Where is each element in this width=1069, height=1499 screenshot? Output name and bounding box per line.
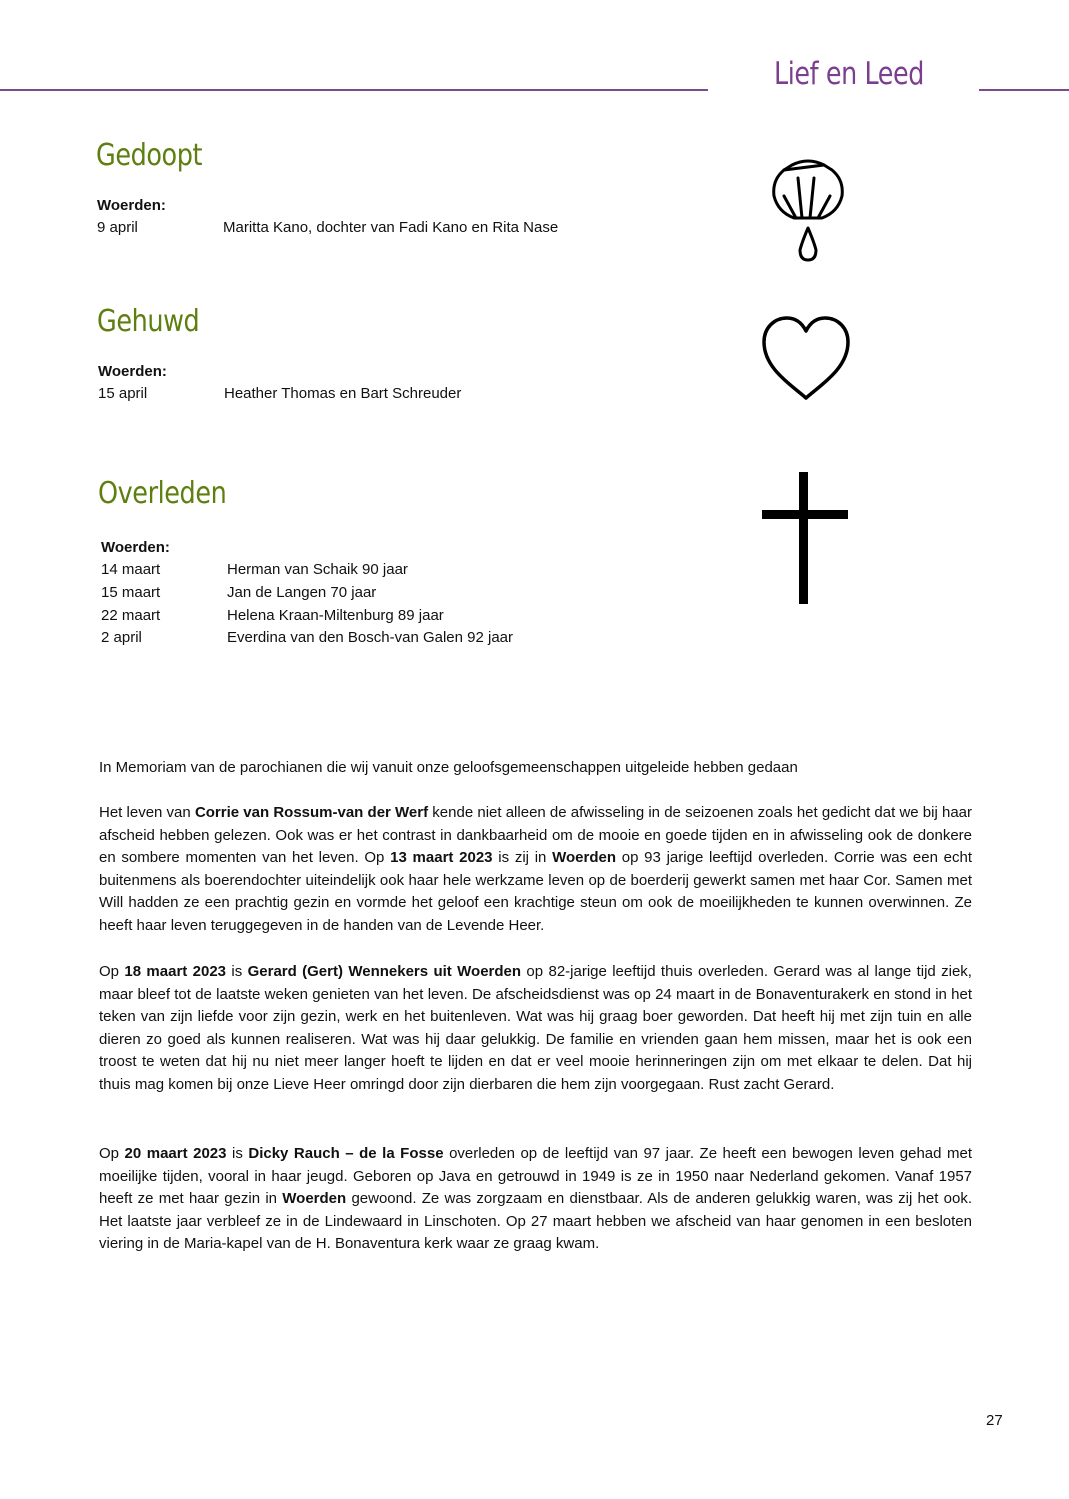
entry-date: 14 maart — [101, 561, 161, 578]
entry-text: Everdina van den Bosch-van Galen 92 jaar — [227, 629, 514, 646]
section-title-overleden: Overleden — [98, 476, 227, 511]
entry-date: 2 april — [101, 629, 142, 646]
memoriam-place: Woerden — [282, 1190, 347, 1208]
entry-text: Jan de Langen 70 jaar — [227, 584, 377, 601]
page-number: 27 — [986, 1412, 1003, 1429]
memoriam-date: 13 maart 2023 — [390, 849, 493, 867]
entry-date: 15 maart — [101, 584, 161, 601]
memoriam-date: 18 maart 2023 — [124, 963, 227, 980]
overleden-place: Woerden: — [101, 539, 170, 556]
memoriam-date: 20 maart 2023 — [124, 1145, 227, 1162]
header-rule-right — [979, 89, 1069, 91]
entry-text: Heather Thomas en Bart Schreuder — [224, 385, 462, 402]
gehuwd-place: Woerden: — [98, 363, 167, 380]
entry-text: Maritta Kano, dochter van Fadi Kano en Rita Nase — [223, 219, 559, 236]
header-title: Lief en Leed — [774, 56, 924, 92]
section-title-gedoopt: Gedoopt — [96, 138, 203, 173]
memoriam-paragraph-1: Het leven van Corrie van Rossum-van der Werf kende niet alleen de afwisseling in de seizoenen zoals het gedicht dat we bij haar afscheid hebben gelezen. Ook was er het contrast in dankbaarheid om de mooie en goede tijden en in afwisseling ook de donkere en sombere momenten van het leven. Op 13 maart 2023 is zij in Woerden op 93 jarige leeftijd overleden. Corrie was een echt buitenmens als boerendochter uiteindelijk ook haar hele werkzame leven op de boerderij gewerkt samen met haar Cor. Samen met Will hadden ze een prachtig gezin en vormde het geloof een krachtige steun om ook de moeilijkheden te kunnen overwinnen. Ze heeft haar leven teruggegeven in de handen van de Levende Heer. — [99, 804, 973, 934]
entry-text: Helena Kraan-Miltenburg 89 jaar — [227, 607, 444, 624]
entry-date: 22 maart — [101, 607, 161, 624]
memoriam-place: Woerden — [552, 849, 617, 867]
header-rule-left — [0, 89, 708, 91]
memoriam-name: Corrie van Rossum-van der Werf — [194, 804, 429, 821]
gedoopt-place: Woerden: — [97, 197, 166, 214]
entry-text: Herman van Schaik 90 jaar — [227, 561, 408, 578]
heart-icon — [760, 314, 852, 404]
memoriam-name: Gerard (Gert) Wennekers uit Woerden — [247, 963, 522, 980]
memoriam-intro: In Memoriam van de parochianen die wij vanuit onze geloofsgemeenschappen uitgeleide hebben gedaan — [99, 759, 798, 776]
entry-date: 9 april — [97, 219, 138, 236]
entry-date: 15 april — [98, 385, 148, 402]
shell-drop-icon — [766, 156, 850, 266]
memoriam-paragraph-2: Op 18 maart 2023 is Gerard (Gert) Wennekers uit Woerden op 82-jarige leeftijd thuis overleden. Gerard was al lange tijd ziek, maar bleef tot de laatste weken genieten van het leven. De afscheidsdienst was op 24 maart in de Bonaventurakerk en stond in het teken van zijn liefde voor zijn gezin, werk en het buitenleven. Wat was hij graag boer geworden. Dat heeft hij met zijn tuin en alle dieren zo goed als kunnen realiseren. Wat was hij daar gelukkig. De familie en vrienden gaan hem missen, maar het is ook een troost te weten dat hij nu niet meer langer hoeft te lijden en dat er veel mooie herinneringen zijn om met elkaar te delen. Dat hij thuis mag komen bij onze Lieve Heer omringd door zijn dierbaren die hem zijn voorgegaan. Rust zacht Gerard. — [99, 963, 972, 1093]
memoriam-paragraph-3: Op 20 maart 2023 is Dicky Rauch – de la Fosse overleden op de leeftijd van 97 jaar. Ze heeft een bewogen leven gehad met moeilijke tijden, vooral in haar jeugd. Geboren op Java en getrouwd in 1949 is ze in 1950 naar Nederland gekomen. Vanaf 1957 heeft ze met haar gezin in Woerden gewoond. Ze was zorgzaam en dienstbaar. Als de anderen gelukkig waren, was zij het ook. Het laatste jaar verbleef ze in de Lindewaard in Linschoten. Op 27 maart hebben we afscheid van haar genomen in een besloten viering in de Maria-kapel van de H. Bonaventura kerk waar ze graag kwam. — [99, 1145, 972, 1253]
section-title-gehuwd: Gehuwd — [97, 304, 200, 339]
memoriam-name: Dicky Rauch – de la Fosse — [248, 1145, 444, 1162]
cross-icon — [760, 472, 850, 606]
